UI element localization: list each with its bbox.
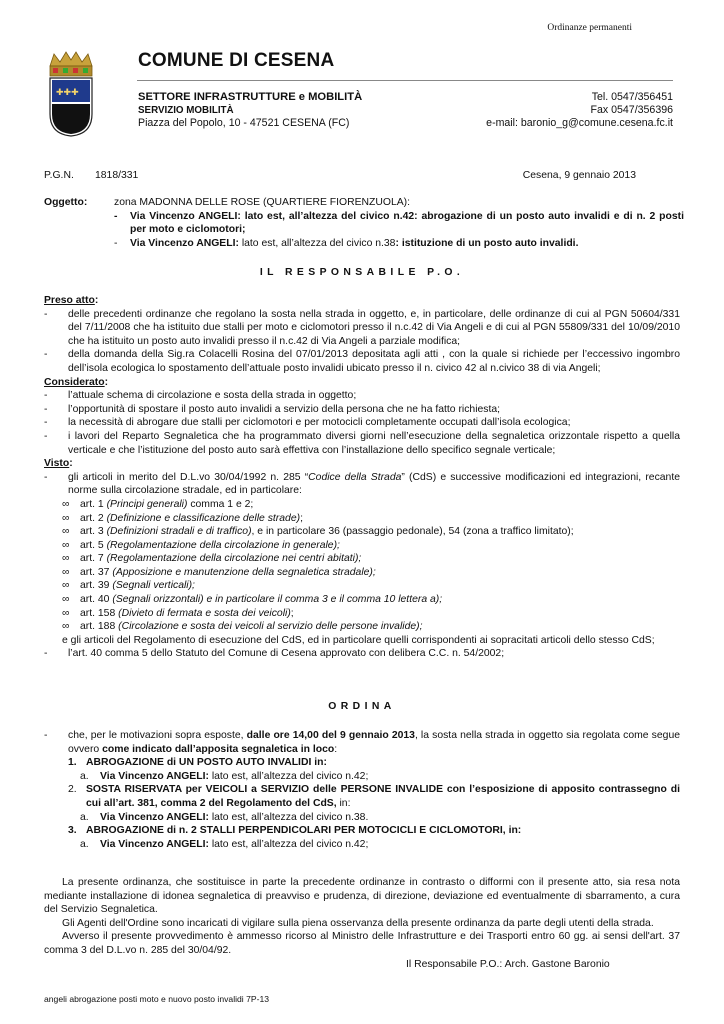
subject-item: - Via Vincenzo ANGELI: lato est, all’altezza del civico n.42: abrogazione di un posto auto invalidi e di n. 2 posti per moto e ciclomotori; (114, 210, 684, 236)
regolamento-text: e gli articoli del Regolamento di esecuzione del CdS, ed in particolare quelli corrispondenti ai sopracitati articoli dello stesso CdS; (62, 634, 655, 646)
closing-paragraph: Gli Agenti dell'Ordine sono incaricati di vigilare sulla piena osservanza della presente ordinanza da parte degli utenti della strada. (62, 917, 654, 929)
considerato-label: Considerato (44, 376, 105, 388)
order-point: 1. ABROGAZIONE di UN POSTO AUTO INVALIDI in: (68, 757, 327, 769)
article-item: ∞ art. 2 (Definizione e classificazione delle strade); (62, 512, 303, 524)
fax-number: Fax 0547/356396 (590, 104, 673, 116)
body-section: Preso atto: - delle precedenti ordinanze che regolano la sosta nella strada in oggetto, e, in particolare, delle ordinanze di cui al PGN 50604/331 del 7/11/2008 che ha istituito due stalli per moto e ciclomotori presso il n.c.42 di Via Angeli e di cui al PGN 55809/331 del 10/09/2010 che ha istituito un posto auto invalidi presso il n.c.42 di Via Angeli a parziale modifica; - della domanda della Sig.ra Colacelli Rosina del 07/01/2013 depositata agli atti , con la quale si richiede per l’eccessivo ingombro dell’isola ecologica lo spostamento dell’attuale posto invalidi ubicato presso il n. civico 42 al n.civico 38 di via Angeli; Considerato: - l’attuale schema di circolazione e sosta della strada in oggetto; - l’opportunità di spostare il posto auto invalidi a servizio della persona che ne ha fatto richiesta; - la necessità di abrogare due stalli per ciclomotori e per motocicli completamente occupati dall’isola ecologica; - i lavori del Reparto Segnaletica che ha programmato diversi giorni nell’esecuzione della segnaletica orizzontale rispetto a quella verticale e che l’istituzione del posto auto sarà effettiva con l’installazione dello specifico segnale verticale; Visto: - gli articoli in merito del D.L.vo 30/04/1992 n. 285 “Codice della Strada” (CdS) e successive modificazioni ed integrazioni, recante norme sulla circolazione stradale, ed in particolare: ∞ art. 1 (Principi generali) comma 1 e 2; ∞ art. 2 (Definizione e classificazione delle strade); ∞ art. 3 (Definizioni stradali e di traffico), e in particolare 36 (passaggio pedonale), 54 (zona a traffico limitato); ∞ art. 5 (Regolamentazione della circolazione in generale); ∞ art. 7 (Regolamentazione della circolazione nei centri abitati); ∞ art. 37 (Apposizione e manutenzione della segnaletica stradale); ∞ art. 39 (Segnali verticali); ∞ art. 40 (Segnali orizzontali) e in particolare il comma 3 e il comma 10 lettera a); ∞ art. 158 (Divieto di fermata e sosta dei veicoli); ∞ art. 188 (Circolazione e sosta dei veicoli al servizio delle persone invalide); e gli articoli del Regolamento di esecuzione del CdS, ed in particolare quelli corrispondenti ai sopracitati articoli dello stesso CdS; - l’art. 40 comma 5 dello Statuto del Comune di Cesena approvato con delibera C.C. n. 54/2002; (44, 295, 681, 660)
closing-paragraph: La presente ordinanza, che sostituisce in parte la precedente ordinanze in contrasto o difformi con il presente atto, sia resa nota mediante installazione di idonea segnaletica di preavviso e prudenza, di direzione, deviazione ed eventualmente di sbarramento, a cura del Servizio Segnaletica. (44, 877, 680, 916)
visto-label: Visto (44, 458, 70, 470)
phone-number: Tel. 0547/356451 (591, 91, 673, 103)
subject-item: - Via Vincenzo ANGELI: lato est, all’altezza del civico n.38: istituzione di un posto auto invalidi. (114, 237, 579, 249)
subject-zone: zona MADONNA DELLE ROSE (QUARTIERE FIORENZUOLA): (114, 197, 411, 208)
article-item: ∞ art. 3 (Definizioni stradali e di traffico), e in particolare 36 (passaggio pedonale), 54 (zona a traffico limitato); (62, 526, 574, 538)
protocol-number: 1818/331 (95, 170, 139, 181)
article-item: ∞ art. 1 (Principi generali) comma 1 e 2; (62, 498, 254, 510)
svg-text:✚✚✚: ✚✚✚ (56, 88, 79, 98)
article-item: ∞ art. 37 (Apposizione e manutenzione della segnaletica stradale); (62, 566, 376, 578)
article-item: ∞ art. 40 (Segnali orizzontali) e in particolare il comma 3 e il comma 10 lettera a); (62, 594, 443, 606)
subject-label: Oggetto: (44, 197, 88, 208)
article-item: ∞ art. 7 (Regolamentazione della circolazione nei centri abitati); (62, 553, 362, 565)
protocol-label: P.G.N. (44, 170, 74, 181)
order-subpoint: a. Via Vincenzo ANGELI: lato est, all’altezza del civico n.42; (80, 770, 369, 782)
article-item: ∞ art. 39 (Segnali verticali); (62, 580, 195, 592)
header-divider (137, 80, 673, 81)
article-item: ∞ art. 188 (Circolazione e sosta dei veicoli al servizio delle persone invalide); (62, 621, 423, 633)
service-name: SERVIZIO MOBILITÀ (138, 105, 234, 116)
email-address: e-mail: baronio_g@comune.cesena.fc.it (486, 117, 673, 129)
order-point: 3. ABROGAZIONE di n. 2 STALLI PERPENDICOLARI PER MOTOCICLI E CICLOMOTORI, in: (68, 825, 522, 837)
ordina-section (44, 729, 680, 851)
list-item: - i lavori del Reparto Segnaletica che ha programmato diversi giorni nell’esecuzione della segnaletica orizzontale rispetto a quella verticale e che l’istituzione del posto auto sarà effettiva con l’installazione dello specifico segnale verticale; (44, 430, 680, 456)
municipality-title: COMUNE DI CESENA (138, 50, 335, 71)
footer-filename: angeli abrogazione posti moto e nuovo posto invalidi 7P-13 (44, 994, 270, 1004)
list-item: - della domanda della Sig.ra Colacelli Rosina del 07/01/2013 depositata agli atti , con la quale si richiede per l’eccessivo ingombro dell’isola ecologica lo spostamento dell’attuale posto invalidi ubicato presso il n. civico 42 al n.civico 38 di via Angeli; (44, 349, 680, 374)
ordina-intro: - che, per le motivazioni sopra esposte, dalle ore 14,00 del 9 gennaio 2013, la sosta nella strada in oggetto sia regolata come segue ovvero come indicato dall’apposita segnaletica in loco: (44, 730, 680, 755)
department-name: SETTORE INFRASTRUTTURE e MOBILITÀ (138, 91, 363, 103)
order-subpoint: a. Via Vincenzo ANGELI: lato est, all’altezza del civico n.38. (80, 811, 369, 823)
closing-section (44, 876, 680, 958)
order-subpoint: a. Via Vincenzo ANGELI: lato est, all’altezza del civico n.42; (80, 838, 369, 850)
city-crest-icon (44, 48, 98, 138)
responsabile-heading: IL RESPONSABILE P.O. (259, 267, 465, 278)
closing-paragraph: Avverso il presente provvedimento è ammesso ricorso al Ministro delle Infrastrutture e dei Trasporti entro 60 gg. ai sensi dell'art. 37 comma 3 del D.L.vo n. 285 del 30/04/92. (44, 931, 680, 956)
list-item: - l’opportunità di spostare il posto auto invalidi a servizio della persona che ne ha fatto richiesta; (44, 403, 501, 415)
list-item: - delle precedenti ordinanze che regolano la sosta nella strada in oggetto, e, in particolare, delle ordinanze di cui al PGN 50604/331 del 7/11/2008 che ha istituito due stalli per moto e ciclomotori presso il n.c.42 di Via Angeli e di cui al PGN 55809/331 del 10/09/2010 che ha istituito un posto auto invalidi presso il n.c.42 di Via Angeli a parziale modifica; (44, 308, 680, 347)
order-point: 2. SOSTA RISERVATA per VEICOLI a SERVIZIO delle PERSONE INVALIDE con l’esposizione di apposito contrassegno di cui all’art. 381, comma 2 del Regolamento del CdS, in: (68, 784, 680, 809)
ordina-heading: ORDINA (328, 701, 396, 712)
list-item: - l’art. 40 comma 5 dello Statuto del Comune di Cesena approvato con delibera C.C. n. 54/2002; (44, 648, 505, 660)
signature: Il Responsabile P.O.: Arch. Gastone Baronio (406, 959, 610, 970)
article-item: ∞ art. 158 (Divieto di fermata e sosta dei veicoli); (62, 607, 294, 619)
list-item: - gli articoli in merito del D.L.vo 30/04/1992 n. 285 “Codice della Strada” (CdS) e successive modificazioni ed integrazioni, recante norme sulla circolazione stradale, ed in particolare: (44, 471, 681, 497)
address: Piazza del Popolo, 10 - 47521 CESENA (FC) (138, 117, 350, 129)
document-category-label: Ordinanze permanenti (547, 23, 632, 33)
list-item: - la necessità di abrogare due stalli per ciclomotori e per motocicli completamente occupati dall’isola ecologica; (44, 417, 571, 429)
subject-block (114, 196, 684, 250)
document-date: Cesena, 9 gennaio 2013 (522, 170, 636, 181)
article-item: ∞ art. 5 (Regolamentazione della circolazione in generale); (62, 539, 340, 551)
list-item: - l’attuale schema di circolazione e sosta della strada in oggetto; (44, 390, 357, 402)
preso-atto-label: Preso atto (44, 295, 95, 306)
